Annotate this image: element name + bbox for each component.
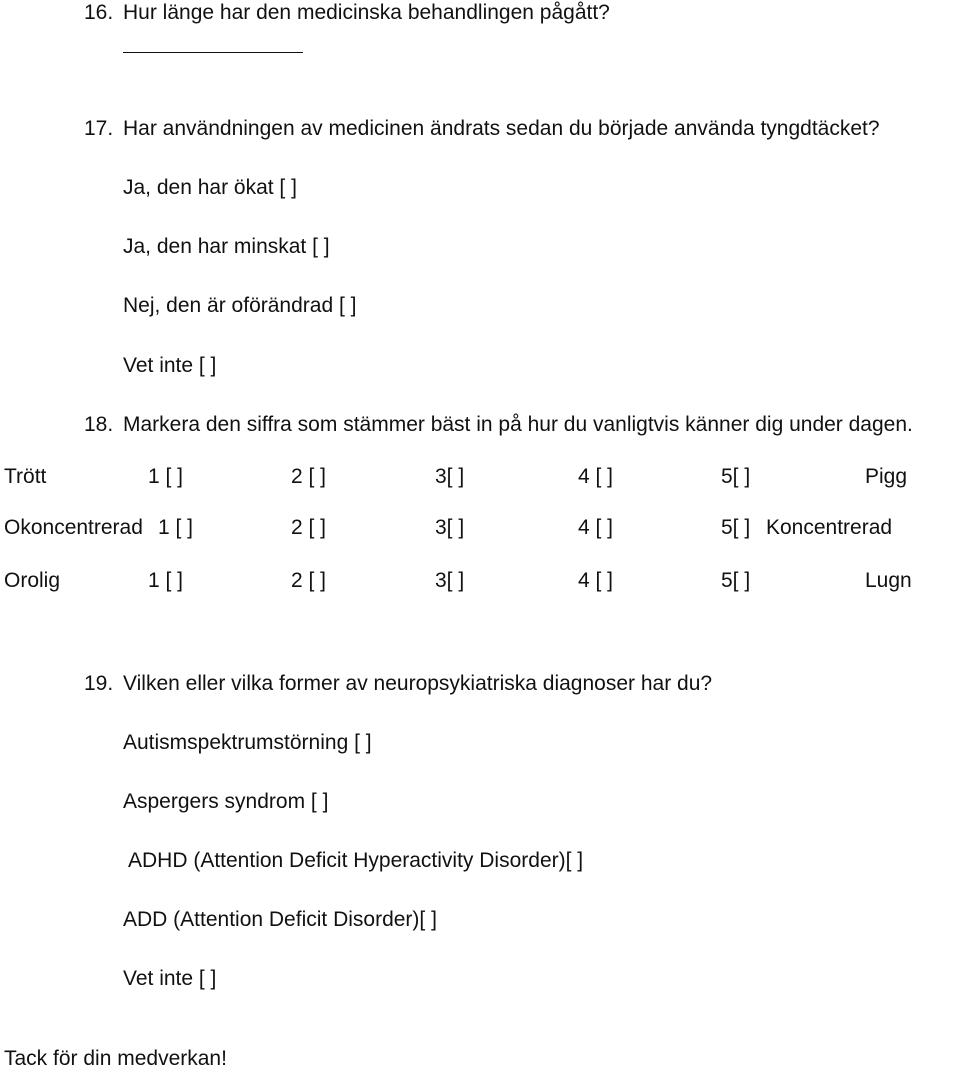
q16-answer-line[interactable]	[123, 52, 303, 53]
scale-left-label: Orolig	[4, 569, 61, 592]
q19-option-autism[interactable]: Autismspektrumstörning [ ]	[123, 731, 372, 754]
scale-option-4[interactable]: 4 [ ]	[578, 569, 614, 592]
q19-number: 19.	[84, 672, 114, 695]
q18-number: 18.	[84, 413, 114, 436]
scale-option-3[interactable]: 3[ ]	[435, 516, 465, 539]
q17-option-increased[interactable]: Ja, den har ökat [ ]	[123, 176, 297, 199]
scale-left-label: Trött	[4, 465, 47, 488]
q19-option-adhd[interactable]: ADHD (Attention Deficit Hyperactivity Disorder)[ ]	[128, 849, 584, 872]
scale-right-label: Lugn	[865, 569, 912, 592]
q17-number: 17.	[84, 117, 114, 140]
scale-option-1[interactable]: 1 [ ]	[148, 465, 184, 488]
scale-left-label: Okoncentrerad	[4, 516, 143, 539]
scale-option-2[interactable]: 2 [ ]	[291, 569, 327, 592]
scale-option-3[interactable]: 3[ ]	[435, 569, 465, 592]
q19-option-add[interactable]: ADD (Attention Deficit Disorder)[ ]	[123, 908, 437, 931]
q18-question: Markera den siffra som stämmer bäst in på hur du vanligtvis känner dig under dagen.	[123, 413, 913, 436]
q17-question: Har användningen av medicinen ändrats sedan du började använda tyngdtäcket?	[123, 117, 880, 140]
q16-number: 16.	[84, 1, 114, 24]
q17-option-dont-know[interactable]: Vet inte [ ]	[123, 354, 217, 377]
scale-option-5[interactable]: 5[ ]	[721, 465, 751, 488]
scale-option-5[interactable]: 5[ ]	[721, 516, 751, 539]
q17-option-unchanged[interactable]: Nej, den är oförändrad [ ]	[123, 294, 357, 317]
scale-option-3[interactable]: 3[ ]	[435, 465, 465, 488]
q17-option-decreased[interactable]: Ja, den har minskat [ ]	[123, 235, 330, 258]
scale-option-1[interactable]: 1 [ ]	[158, 516, 194, 539]
thanks-text: Tack för din medverkan!	[4, 1047, 227, 1070]
scale-option-2[interactable]: 2 [ ]	[291, 516, 327, 539]
q19-question: Vilken eller vilka former av neuropsykiatriska diagnoser har du?	[123, 672, 713, 695]
scale-option-4[interactable]: 4 [ ]	[578, 465, 614, 488]
scale-option-1[interactable]: 1 [ ]	[148, 569, 184, 592]
scale-option-2[interactable]: 2 [ ]	[291, 465, 327, 488]
scale-option-4[interactable]: 4 [ ]	[578, 516, 614, 539]
q16-question: Hur länge har den medicinska behandlingen pågått?	[123, 1, 610, 24]
scale-right-label: Koncentrerad	[766, 516, 893, 539]
scale-right-label: Pigg	[865, 465, 908, 488]
q19-option-asperger[interactable]: Aspergers syndrom [ ]	[123, 790, 329, 813]
q19-option-dont-know[interactable]: Vet inte [ ]	[123, 967, 217, 990]
scale-option-5[interactable]: 5[ ]	[721, 569, 751, 592]
